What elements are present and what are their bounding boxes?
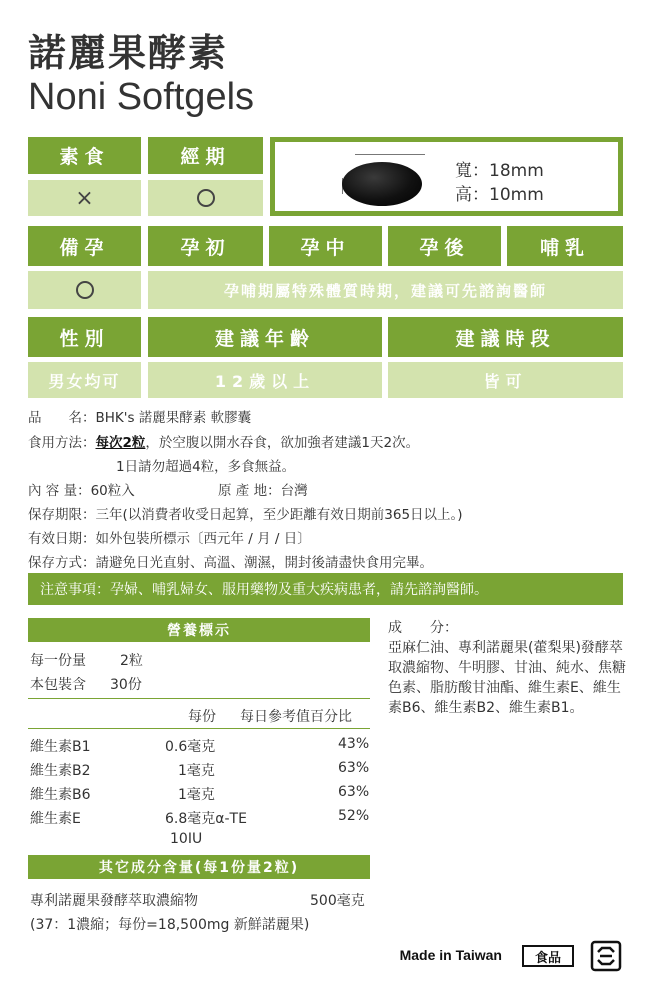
notice-banner: 注意事項：孕婦、哺乳婦女、服用藥物及重大疾病患者，請先諮詢醫師。 bbox=[28, 573, 623, 605]
row-dv: 43% bbox=[338, 736, 370, 752]
circle-ok-icon bbox=[197, 189, 215, 207]
shelf-label: 保存期限： bbox=[28, 507, 96, 523]
product-title-en: Noni Softgels bbox=[28, 76, 255, 118]
age-header: 建議年齡 bbox=[148, 317, 382, 357]
time-header: 建議時段 bbox=[388, 317, 623, 357]
ingredients-label: 成 分： bbox=[388, 620, 458, 636]
width-measure-line bbox=[355, 154, 425, 155]
vegan-header: 素食 bbox=[28, 137, 141, 174]
row-name: 維生素B2 bbox=[30, 763, 91, 779]
nutrition-header: 營養標示 bbox=[28, 618, 370, 642]
table-divider bbox=[28, 728, 370, 729]
servings-value: 30份 bbox=[110, 677, 142, 693]
other-ingredient-amount: 500毫克 bbox=[310, 893, 365, 909]
volume-value: 60粒入 bbox=[90, 483, 135, 499]
row-name: 維生素B6 bbox=[30, 787, 91, 803]
volume-line bbox=[28, 479, 135, 499]
product-title-zh: 諾麗果酵素 bbox=[28, 31, 229, 75]
servings-label: 本包裝含 bbox=[30, 677, 86, 693]
softgel-capsule-image bbox=[342, 162, 422, 206]
product-name-line bbox=[28, 406, 251, 426]
nursing-header: 哺乳 bbox=[507, 226, 623, 266]
serving-label: 每一份量 bbox=[30, 653, 86, 669]
early-pregnancy-header: 孕初 bbox=[148, 226, 263, 266]
late-pregnancy-header: 孕後 bbox=[388, 226, 501, 266]
other-ingredient-note: (37：1濃縮；每份=18,500mg 新鮮諾麗果) bbox=[30, 917, 310, 933]
origin-line bbox=[218, 479, 308, 499]
storage-label: 保存方式： bbox=[28, 555, 96, 571]
row-dv: 63% bbox=[338, 760, 370, 776]
made-in-taiwan: Made in Taiwan bbox=[399, 947, 502, 963]
size-height: 高：10mm bbox=[455, 185, 544, 205]
gender-value: 男女均可 bbox=[28, 362, 141, 398]
mid-pregnancy-header: 孕中 bbox=[269, 226, 382, 266]
vegan-value: × bbox=[28, 180, 141, 216]
name-value: BHK's 諾麗果酵素 軟膠囊 bbox=[95, 410, 252, 426]
pregnancy-note: 孕哺期屬特殊體質時期，建議可先諮詢醫師 bbox=[148, 271, 623, 309]
row-amount: 0.6毫克 bbox=[165, 739, 216, 755]
gender-header: 性別 bbox=[28, 317, 141, 357]
storage-value: 請避免日光直射、高溫、潮濕，開封後請盡快食用完畢。 bbox=[95, 555, 433, 571]
usage-line-2: 1日請勿超過4粒，多食無益。 bbox=[116, 459, 296, 475]
circle-ok-icon bbox=[76, 281, 94, 299]
expiry-value: 如外包裝所標示〔西元年 / 月 / 日〕 bbox=[95, 531, 311, 547]
period-value bbox=[148, 180, 263, 216]
time-value: 皆可 bbox=[388, 362, 623, 398]
period-header: 經期 bbox=[148, 137, 263, 174]
volume-label: 內 容 量： bbox=[28, 483, 91, 499]
other-ingredients-header: 其它成分含量(每1份量2粒) bbox=[28, 855, 370, 879]
storage-line bbox=[28, 551, 433, 571]
shelf-life-line bbox=[28, 503, 463, 523]
usage-rest: ，於空腹以開水吞食，欲加強者建議1天2次。 bbox=[145, 435, 420, 451]
table-divider bbox=[28, 698, 370, 699]
shelf-value: 三年(以消費者收受日起算，至少距離有效日期前365日以上。) bbox=[95, 507, 463, 523]
serving-value: 2粒 bbox=[120, 653, 143, 669]
ingredients-text: 亞麻仁油、專利諾麗果(藿梨果)發酵萃取濃縮物、牛明膠、甘油、純水、焦糖色素、脂肪酸甘油酯、維生素E、維生素B6、維生素B2、維生素B1。 bbox=[388, 640, 626, 716]
usage-dose: 每次2粒 bbox=[95, 435, 146, 451]
col-daily-value: 每日參考值百分比 bbox=[240, 709, 352, 725]
usage-line bbox=[28, 431, 419, 451]
col-per-serving: 每份 bbox=[188, 709, 216, 725]
row-name: 維生素E bbox=[30, 811, 81, 827]
name-label: 品 名： bbox=[28, 410, 96, 426]
size-width: 寬：18mm bbox=[455, 161, 544, 181]
row-amount: 1毫克 bbox=[178, 763, 215, 779]
food-badge: 食品 bbox=[522, 945, 574, 967]
origin-label: 原 產 地： bbox=[218, 483, 281, 499]
age-value: 12歲以上 bbox=[148, 362, 382, 398]
expiry-line bbox=[28, 527, 311, 547]
vitamin-e-iu: 10IU bbox=[170, 831, 203, 847]
prepregnancy-value bbox=[28, 271, 141, 309]
recycle-icon bbox=[590, 940, 622, 972]
origin-value: 台灣 bbox=[280, 483, 308, 499]
row-amount: 1毫克 bbox=[178, 787, 215, 803]
prepregnancy-header: 備孕 bbox=[28, 226, 141, 266]
other-ingredient-name: 專利諾麗果發酵萃取濃縮物 bbox=[30, 893, 198, 909]
row-amount: 6.8毫克α-TE bbox=[165, 811, 247, 827]
softgel-size-box bbox=[270, 137, 623, 216]
usage-label: 食用方法： bbox=[28, 435, 96, 451]
row-dv: 52% bbox=[338, 808, 370, 824]
row-dv: 63% bbox=[338, 784, 370, 800]
row-name: 維生素B1 bbox=[30, 739, 91, 755]
expiry-label: 有效日期： bbox=[28, 531, 96, 547]
